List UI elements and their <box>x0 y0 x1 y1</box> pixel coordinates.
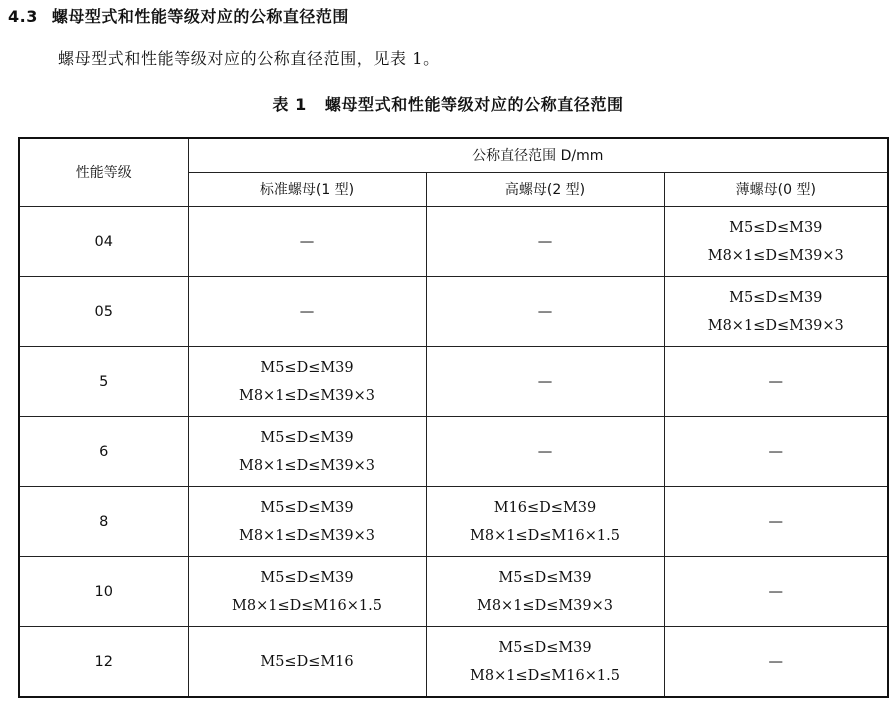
cell-line-1: M5≤D≤M39 <box>498 639 592 656</box>
cell-line-1: M16≤D≤M39 <box>493 499 597 516</box>
thin-nut-cell <box>664 487 888 557</box>
table-row <box>19 277 888 347</box>
thin-nut-cell <box>664 347 888 417</box>
table-row <box>19 417 888 487</box>
standard-nut-cell <box>188 277 426 347</box>
high-nut-cell <box>426 487 664 557</box>
standard-nut-cell <box>188 417 426 487</box>
standard-nut-cell <box>188 487 426 557</box>
cell-line-1: M5≤D≤M39 <box>260 429 354 446</box>
standard-nut-cell <box>188 557 426 627</box>
cell-line-1: — <box>768 373 784 390</box>
high-nut-cell <box>426 277 664 347</box>
cell-line-1: — <box>537 373 553 390</box>
grade-cell: 04 <box>19 207 188 277</box>
table-row <box>19 487 888 557</box>
thin-nut-cell <box>664 557 888 627</box>
diameter-group-header: 公称直径范围 D/mm <box>188 138 888 173</box>
grade-cell: 12 <box>19 627 188 698</box>
diameter-range-table <box>18 137 889 698</box>
cell-line-1: — <box>299 303 315 320</box>
thin-nut-cell <box>664 417 888 487</box>
cell-line-2: M8×1≤D≤M39×3 <box>707 317 844 334</box>
cell-line-1: M5≤D≤M39 <box>498 569 592 586</box>
cell-line-1: M5≤D≤M39 <box>260 359 354 376</box>
grade-cell: 8 <box>19 487 188 557</box>
body-paragraph: 螺母型式和性能等级对应的公称直径范围，见表 1。 <box>58 49 440 68</box>
cell-line-2: M8×1≤D≤M39×3 <box>707 247 844 264</box>
grade-cell: 10 <box>19 557 188 627</box>
table-row <box>19 207 888 277</box>
high-nut-cell <box>426 557 664 627</box>
cell-line-1: — <box>768 583 784 600</box>
cell-line-2: M8×1≤D≤M16×1.5 <box>470 667 620 684</box>
table-row <box>19 347 888 417</box>
cell-line-1: — <box>768 443 784 460</box>
standard-nut-cell <box>188 627 426 698</box>
high-nut-cell <box>426 347 664 417</box>
cell-line-1: — <box>537 233 553 250</box>
cell-line-1: M5≤D≤M16 <box>260 653 354 670</box>
standard-nut-cell <box>188 207 426 277</box>
grade-column-header: 性能等级 <box>19 138 188 207</box>
cell-line-1: — <box>537 303 553 320</box>
cell-line-2: M8×1≤D≤M39×3 <box>238 387 376 404</box>
cell-line-1: — <box>768 653 784 670</box>
high-nut-cell <box>426 627 664 698</box>
table-row <box>19 557 888 627</box>
cell-line-2: M8×1≤D≤M16×1.5 <box>232 597 382 614</box>
column-header-high-nut: 高螺母(2 型) <box>426 173 664 207</box>
table-caption-text: 螺母型式和性能等级对应的公称直径范围 <box>324 95 624 114</box>
standard-nut-cell <box>188 347 426 417</box>
cell-line-2: M8×1≤D≤M39×3 <box>238 457 376 474</box>
cell-line-2: M8×1≤D≤M39×3 <box>476 597 614 614</box>
grade-cell: 5 <box>19 347 188 417</box>
table-header-row <box>19 138 888 173</box>
table-row <box>19 627 888 698</box>
section-number: 4.3 <box>8 7 38 26</box>
thin-nut-cell <box>664 207 888 277</box>
thin-nut-cell <box>664 627 888 698</box>
thin-nut-cell <box>664 277 888 347</box>
cell-line-2: M8×1≤D≤M16×1.5 <box>470 527 620 544</box>
cell-line-1: M5≤D≤M39 <box>729 289 823 306</box>
table-number: 表 1 <box>272 95 307 114</box>
cell-line-1: — <box>768 513 784 530</box>
grade-cell: 6 <box>19 417 188 487</box>
cell-line-1: M5≤D≤M39 <box>260 569 354 586</box>
table-caption <box>0 92 896 115</box>
high-nut-cell <box>426 417 664 487</box>
section-heading <box>8 4 349 27</box>
cell-line-2: M8×1≤D≤M39×3 <box>238 527 376 544</box>
section-title: 螺母型式和性能等级对应的公称直径范围 <box>51 7 349 26</box>
cell-line-1: M5≤D≤M39 <box>729 219 823 236</box>
cell-line-1: M5≤D≤M39 <box>260 499 354 516</box>
cell-line-1: — <box>299 233 315 250</box>
cell-line-1: — <box>537 443 553 460</box>
column-header-standard-nut: 标准螺母(1 型) <box>188 173 426 207</box>
grade-cell: 05 <box>19 277 188 347</box>
column-header-thin-nut: 薄螺母(0 型) <box>664 173 888 207</box>
high-nut-cell <box>426 207 664 277</box>
